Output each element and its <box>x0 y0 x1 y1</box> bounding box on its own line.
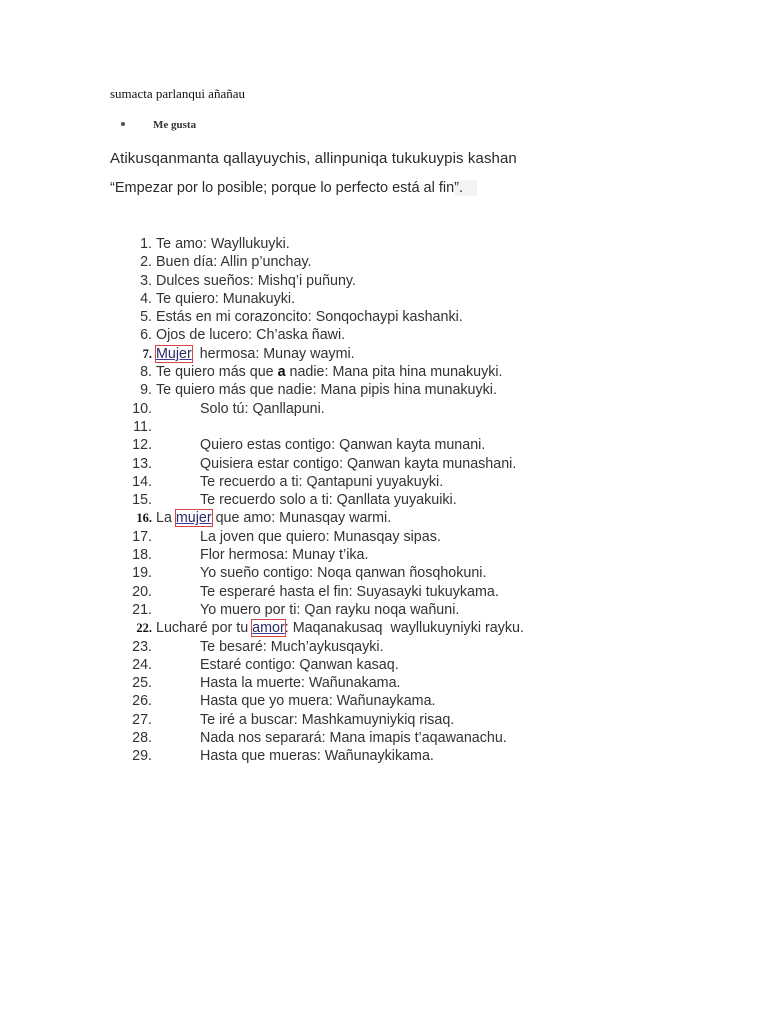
list-item <box>0 547 768 565</box>
list-item <box>0 382 768 400</box>
list-number: 19. <box>132 565 152 582</box>
list-text: Te quiero más que nadie: Mana pipis hina munakuyki. <box>156 382 497 399</box>
list-text: Te amo: Wayllukuyki. <box>156 236 290 252</box>
list-number: 29. <box>132 748 152 765</box>
list-text <box>156 620 524 636</box>
list-item <box>0 657 768 675</box>
bullet-text: Me gusta <box>153 119 197 131</box>
list-item <box>0 309 768 327</box>
list-item <box>0 273 768 291</box>
list-item <box>0 584 768 602</box>
list-text: Yo sueño contigo: Noqa qanwan ñosqhokuni. <box>200 565 487 582</box>
list-text: Hasta que yo muera: Wañunaykama. <box>200 693 436 710</box>
list-number: 22. <box>136 621 152 636</box>
list-item <box>0 693 768 711</box>
list-item <box>0 712 768 730</box>
list-number: 23. <box>132 638 152 655</box>
bullet-dot-icon <box>121 122 125 126</box>
list-text: La joven que quiero: Munasqay sipas. <box>200 528 441 545</box>
list-number: 4. <box>140 290 152 307</box>
list-item <box>0 291 768 309</box>
list-number: 3. <box>140 272 152 289</box>
list-text <box>156 364 503 380</box>
quote-line: “Empezar por lo posible; porque lo perfecto está al fin”. <box>110 180 477 196</box>
list-text: Ojos de lucero: Ch’aska ñawi. <box>156 327 346 344</box>
list-item <box>0 236 768 254</box>
list-number: 28. <box>132 730 152 747</box>
list-number: 18. <box>132 547 152 564</box>
list-number: 7. <box>142 346 152 361</box>
list-item <box>0 364 768 382</box>
text-suffix: nadie: Mana pita hina munakuyki. <box>285 364 503 381</box>
list-number: 6. <box>140 327 152 344</box>
text-prefix: Lucharé por tu <box>156 620 253 637</box>
list-number: 11. <box>133 418 152 435</box>
list-text: Buen día: Allin p’unchay. <box>156 254 312 271</box>
list-item <box>0 419 768 437</box>
list-item <box>0 474 768 492</box>
list-number: 13. <box>132 455 152 472</box>
flagged-word-link[interactable]: Mujer <box>156 345 192 362</box>
flagged-word-link[interactable]: amor <box>252 620 285 637</box>
list-item <box>0 437 768 455</box>
text-prefix: Te quiero más que <box>156 364 278 381</box>
list-number: 24. <box>132 656 152 673</box>
list-item <box>0 730 768 748</box>
list-text: Nada nos separará: Mana imapis t’aqawanachu. <box>200 730 507 747</box>
list-number: 2. <box>140 254 152 271</box>
list-item <box>0 620 768 638</box>
list-text <box>156 346 355 362</box>
list-item <box>0 639 768 657</box>
document-title: sumacta parlanqui añañau <box>110 86 245 101</box>
list-item <box>0 565 768 583</box>
list-text: Estás en mi corazoncito: Sonqochaypi kashanki. <box>156 309 463 326</box>
list-text: Flor hermosa: Munay t’ika. <box>200 547 369 564</box>
flagged-word-link[interactable]: mujer <box>175 510 212 527</box>
list-text <box>156 510 391 526</box>
list-text: Solo tú: Qanllapuni. <box>200 400 325 417</box>
list-item <box>0 456 768 474</box>
list-item <box>0 254 768 272</box>
list-text: Hasta que mueras: Wañunaykikama. <box>200 748 434 765</box>
list-item <box>0 492 768 510</box>
list-text: Yo muero por ti: Qan rayku noqa wañuni. <box>200 601 460 618</box>
list-number: 9. <box>140 382 152 399</box>
list-number: 1. <box>140 236 152 252</box>
list-text: Hasta la muerte: Wañunakama. <box>200 675 401 692</box>
list-item <box>0 401 768 419</box>
text-prefix: La <box>156 510 176 527</box>
list-number: 17. <box>132 528 152 545</box>
text-suffix: : Maqanakusaq wayllukuyniyki rayku. <box>284 620 524 637</box>
list-text: Quisiera estar contigo: Qanwan kayta munashani. <box>200 455 517 472</box>
text-suffix: hermosa: Munay waymi. <box>191 345 355 362</box>
list-number: 10. <box>132 400 152 417</box>
list-number: 25. <box>132 675 152 692</box>
list-item <box>0 510 768 528</box>
list-text: Te recuerdo a ti: Qantapuni yuyakuyki. <box>200 473 444 490</box>
list-text: Dulces sueños: Mishq’i puñuny. <box>156 272 356 289</box>
list-item <box>0 748 768 766</box>
list-item <box>0 529 768 547</box>
list-number: 20. <box>132 583 152 600</box>
list-text: Te iré a buscar: Mashkamuyniykiq risaq. <box>200 711 455 728</box>
list-number: 12. <box>132 437 152 454</box>
list-number: 21. <box>132 601 152 618</box>
list-item <box>0 602 768 620</box>
list-number: 5. <box>140 309 152 326</box>
phrase-list <box>0 236 768 767</box>
text-suffix: que amo: Munasqay warmi. <box>211 510 392 527</box>
list-text: Estaré contigo: Qanwan kasaq. <box>200 656 399 673</box>
list-number: 14. <box>132 473 152 490</box>
bullet-item <box>121 119 196 131</box>
list-number: 16. <box>136 511 152 526</box>
list-text: Te quiero: Munakuyki. <box>156 290 296 307</box>
bold-word: a <box>277 364 286 381</box>
list-text: Quiero estas contigo: Qanwan kayta munani. <box>200 437 486 454</box>
list-text: Te esperaré hasta el fin: Suyasayki tukuykama. <box>200 583 499 600</box>
list-text: Te besaré: Much’aykusqayki. <box>200 638 384 655</box>
list-number: 27. <box>132 711 152 728</box>
list-item <box>0 346 768 364</box>
list-number: 26. <box>132 693 152 710</box>
list-number: 15. <box>132 492 152 509</box>
list-item <box>0 675 768 693</box>
heading-line: Atikusqanmanta qallayuychis, allinpuniqa tukukuypis kashan <box>110 150 517 167</box>
list-item <box>0 327 768 345</box>
list-text: Te recuerdo solo a ti: Qanllata yuyakuiki. <box>200 492 457 509</box>
list-number: 8. <box>140 364 152 381</box>
